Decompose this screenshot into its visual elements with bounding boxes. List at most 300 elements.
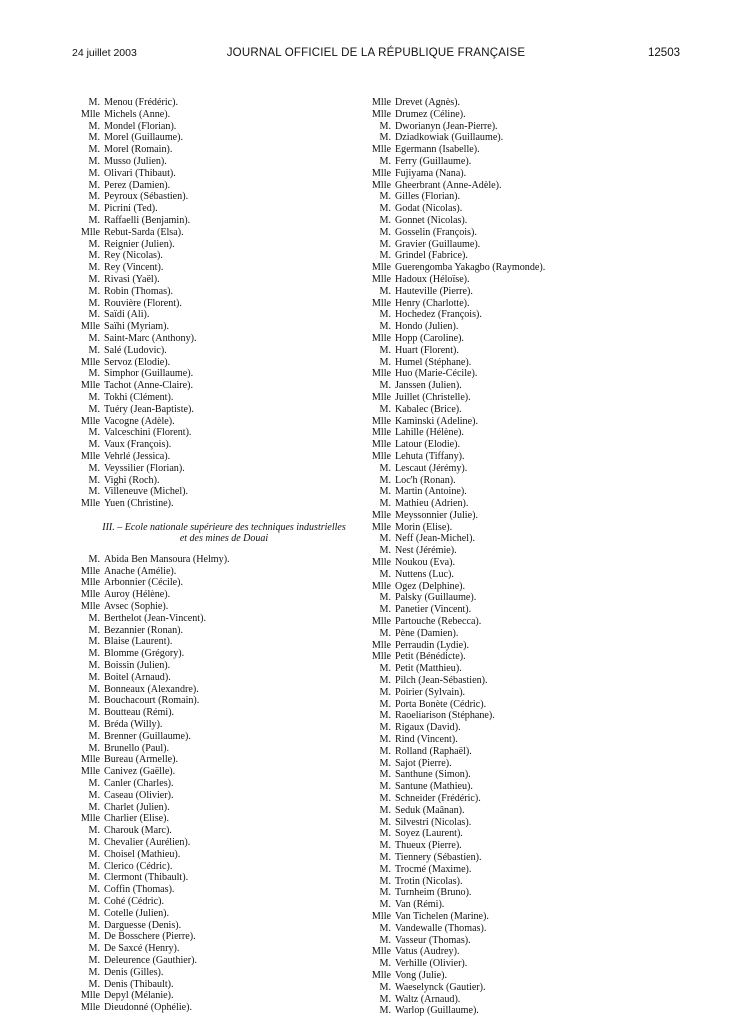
person-name: Waeselynck (Gautier). (395, 981, 486, 993)
civility-title: Mlle (371, 144, 391, 156)
list-item (369, 616, 661, 628)
civility-title: Mlle (371, 616, 391, 628)
list-item (78, 896, 370, 908)
section-title-line2: et des mines de Douai (179, 533, 269, 545)
person-name: Morin (Elise). (395, 521, 453, 533)
civility-title: M. (379, 250, 391, 262)
person-name: Drevet (Agnès). (395, 97, 461, 108)
list-item (78, 1002, 370, 1014)
civility-title: M. (88, 285, 100, 297)
list-item (78, 109, 370, 121)
person-name: Egermann (Isabelle). (395, 144, 480, 156)
civility-title: M. (88, 214, 100, 226)
civility-title: M. (379, 710, 391, 722)
civility-title: Mlle (80, 601, 100, 613)
person-name: Brenner (Guillaume). (104, 730, 191, 742)
person-name: Denis (Gilles). (104, 966, 164, 978)
list-item (78, 884, 370, 896)
list-item (78, 475, 370, 487)
list-item (369, 298, 661, 310)
civility-title: Mlle (80, 754, 100, 766)
list-item (369, 1005, 661, 1017)
civility-title: M. (88, 943, 100, 955)
civility-title: M. (379, 604, 391, 616)
person-name: Lahille (Hélène). (395, 427, 464, 439)
civility-title: M. (88, 907, 100, 919)
person-name: Valceschini (Florent). (104, 427, 192, 439)
list-item (78, 743, 370, 755)
list-item (78, 368, 370, 380)
list-item (369, 156, 661, 168)
person-name: Neff (Jean-Michel). (395, 533, 475, 545)
person-name: Vaux (François). (104, 439, 172, 451)
person-name: Avsec (Sophie). (104, 601, 169, 613)
person-name: Lehuta (Tiffany). (395, 450, 465, 462)
civility-title: Mlle (80, 226, 100, 238)
list-item (369, 663, 661, 675)
civility-title: Mlle (371, 651, 391, 663)
person-name: Latour (Elodie). (395, 439, 461, 451)
person-name: Fujiyama (Nana). (395, 167, 467, 179)
civility-title: M. (379, 828, 391, 840)
list-item (78, 695, 370, 707)
civility-title: M. (88, 695, 100, 707)
civility-title: Mlle (80, 108, 100, 120)
civility-title: M. (379, 498, 391, 510)
civility-title: M. (379, 545, 391, 557)
civility-title: M. (379, 533, 391, 545)
list-item (369, 581, 661, 593)
list-item (369, 380, 661, 392)
person-name: Hochedez (François). (395, 309, 482, 321)
list-item (369, 250, 661, 262)
person-name: Panetier (Vincent). (395, 604, 472, 616)
civility-title: M. (88, 671, 100, 683)
person-name: Perez (Damien). (104, 179, 171, 191)
civility-title: M. (379, 627, 391, 639)
list-item (369, 604, 661, 616)
person-name: Charlet (Julien). (104, 801, 170, 813)
list-item (369, 569, 661, 581)
civility-title: Mlle (80, 380, 100, 392)
person-name: Porta Bonète (Cédric). (395, 698, 487, 710)
list-item (78, 613, 370, 625)
person-name: Humel (Stéphane). (395, 356, 472, 368)
civility-title: M. (88, 203, 100, 215)
list-item (369, 982, 661, 994)
section-heading-line1 (78, 522, 370, 534)
person-name: Olivari (Thibaut). (104, 167, 176, 179)
list-item (369, 203, 661, 215)
list-item (78, 577, 370, 589)
civility-title: M. (379, 757, 391, 769)
list-item (369, 427, 661, 439)
civility-title: Mlle (371, 969, 391, 981)
civility-title: M. (88, 660, 100, 672)
list-item (369, 640, 661, 652)
person-name: Salé (Ludovic). (104, 344, 167, 356)
person-name: Saïdi (Ali). (104, 309, 150, 321)
civility-title: M. (88, 954, 100, 966)
civility-title: M. (379, 734, 391, 746)
person-name: Vasseur (Thomas). (395, 934, 471, 946)
list-item (369, 994, 661, 1006)
list-item (369, 935, 661, 947)
civility-title: M. (88, 462, 100, 474)
list-item (369, 710, 661, 722)
list-item (78, 321, 370, 333)
person-name: Clerico (Cédric). (104, 860, 173, 872)
person-name: Mondel (Florian). (104, 120, 177, 132)
person-name: Petit (Bénédicte). (395, 651, 466, 663)
list-item (369, 887, 661, 899)
civility-title: M. (379, 474, 391, 486)
civility-title: Mlle (80, 589, 100, 601)
list-item (78, 215, 370, 227)
list-item (369, 144, 661, 156)
civility-title: M. (88, 860, 100, 872)
civility-title: M. (88, 742, 100, 754)
person-name: Denis (Thibault). (104, 978, 174, 990)
page-header (72, 47, 680, 63)
civility-title: Mlle (371, 391, 391, 403)
civility-title: M. (88, 132, 100, 144)
civility-title: M. (88, 97, 100, 108)
list-item (369, 215, 661, 227)
civility-title: M. (88, 707, 100, 719)
civility-title: Mlle (371, 450, 391, 462)
person-name: Charouk (Marc). (104, 825, 172, 837)
civility-title: M. (88, 344, 100, 356)
person-name: Brunello (Paul). (104, 742, 170, 754)
list-item (78, 967, 370, 979)
list-item (78, 625, 370, 637)
civility-title: M. (88, 238, 100, 250)
person-name: Villeneuve (Michel). (104, 486, 189, 498)
civility-title: M. (88, 167, 100, 179)
civility-title: M. (379, 309, 391, 321)
list-item (369, 746, 661, 758)
person-name: Noukou (Eva). (395, 557, 455, 569)
civility-title: M. (88, 155, 100, 167)
list-item (369, 533, 661, 545)
person-name: Seduk (Maânan). (395, 804, 465, 816)
list-item (78, 203, 370, 215)
list-item (78, 486, 370, 498)
list-item (369, 840, 661, 852)
civility-title: M. (379, 120, 391, 132)
civility-title: Mlle (80, 415, 100, 427)
civility-title: M. (88, 486, 100, 498)
civility-title: M. (88, 837, 100, 849)
section-title-line1: Ecole nationale supérieure des techniques industrielles (124, 521, 346, 533)
person-name: Arbonnier (Cécile). (104, 577, 184, 589)
list-item (78, 333, 370, 345)
civility-title: Mlle (80, 577, 100, 589)
civility-title: Mlle (371, 509, 391, 521)
civility-title: M. (88, 273, 100, 285)
list-item (369, 262, 661, 274)
list-item (369, 876, 661, 888)
person-name: Gravier (Guillaume). (395, 238, 481, 250)
person-name: Tuéry (Jean-Baptiste). (104, 403, 194, 415)
civility-title: Mlle (371, 97, 391, 108)
civility-title: M. (379, 592, 391, 604)
list-item (78, 392, 370, 404)
civility-title: Mlle (80, 813, 100, 825)
person-name: Raffaelli (Benjamin). (104, 214, 191, 226)
list-item (78, 754, 370, 766)
person-name: Hopp (Caroline). (395, 332, 464, 344)
right-column (369, 97, 661, 1017)
list-item (78, 345, 370, 357)
civility-title: Mlle (371, 439, 391, 451)
person-name: Gheerbrant (Anne-Adèle). (395, 179, 502, 191)
list-item (78, 380, 370, 392)
person-name: Van (Rémi). (395, 899, 445, 911)
list-item (369, 545, 661, 557)
list-item (78, 309, 370, 321)
civility-title: M. (379, 238, 391, 250)
list-item (78, 451, 370, 463)
civility-title: M. (88, 919, 100, 931)
person-name: Hondo (Julien). (395, 321, 459, 333)
person-name: Auroy (Hélène). (104, 589, 171, 601)
person-name: Canler (Charles). (104, 778, 174, 790)
list-item (369, 109, 661, 121)
person-name: Bezannier (Ronan). (104, 624, 184, 636)
person-name: Henry (Charlotte). (395, 297, 470, 309)
person-name: Caseau (Olivier). (104, 789, 174, 801)
list-item (78, 298, 370, 310)
list-item (369, 557, 661, 569)
civility-title: Mlle (371, 580, 391, 592)
list-item (78, 825, 370, 837)
list-item (369, 970, 661, 982)
list-item (369, 439, 661, 451)
person-name: Michels (Anne). (104, 108, 171, 120)
person-name: Servoz (Elodie). (104, 356, 171, 368)
person-name: De Saxcé (Henry). (104, 943, 180, 955)
person-name: Depyl (Mélanie). (104, 990, 174, 1002)
civility-title: M. (88, 825, 100, 837)
list-item (78, 191, 370, 203)
civility-title: Mlle (371, 415, 391, 427)
list-item (369, 227, 661, 239)
person-name: Canivez (Gaëlle). (104, 766, 176, 778)
list-item (78, 566, 370, 578)
civility-title: M. (379, 403, 391, 415)
person-name: Hauteville (Pierre). (395, 285, 473, 297)
person-name: Choisel (Mathieu). (104, 848, 181, 860)
person-name: Abida Ben Mansoura (Helmy). (104, 553, 230, 565)
list-item (369, 828, 661, 840)
list-item (369, 321, 661, 333)
list-item (78, 274, 370, 286)
person-name: Poirier (Sylvain). (395, 686, 466, 698)
civility-title: M. (88, 403, 100, 415)
person-name: Trocmé (Maxime). (395, 863, 472, 875)
civility-title: Mlle (371, 167, 391, 179)
list-item (369, 911, 661, 923)
civility-title: Mlle (371, 179, 391, 191)
person-name: Chevalier (Aurélien). (104, 837, 191, 849)
list-item (78, 837, 370, 849)
civility-title: M. (379, 226, 391, 238)
person-name: Waltz (Arnaud). (395, 993, 461, 1005)
list-item (78, 943, 370, 955)
civility-title: M. (88, 179, 100, 191)
civility-title: M. (379, 745, 391, 757)
list-item (78, 920, 370, 932)
civility-title: M. (379, 203, 391, 215)
civility-title: M. (379, 380, 391, 392)
person-name: Morel (Romain). (104, 144, 173, 156)
list-item (369, 274, 661, 286)
civility-title: M. (88, 297, 100, 309)
person-name: Meyssonnier (Julie). (395, 509, 478, 521)
person-name: Tokhi (Clément). (104, 391, 174, 403)
list-item (78, 97, 370, 109)
civility-title: M. (379, 155, 391, 167)
list-item (369, 864, 661, 876)
list-item (78, 416, 370, 428)
list-item (78, 908, 370, 920)
list-item (78, 498, 370, 510)
section-heading (78, 520, 370, 554)
list-item (369, 191, 661, 203)
list-item (369, 404, 661, 416)
left-list-top (78, 97, 370, 510)
civility-title: M. (88, 719, 100, 731)
civility-title: Mlle (371, 108, 391, 120)
person-name: Juillet (Christelle). (395, 391, 471, 403)
list-item (369, 498, 661, 510)
person-name: Warlop (Guillaume). (395, 1005, 479, 1017)
list-item (369, 333, 661, 345)
list-item (369, 416, 661, 428)
person-name: Huo (Marie-Cécile). (395, 368, 478, 380)
list-item (369, 769, 661, 781)
list-item (78, 790, 370, 802)
person-name: Santhune (Simon). (395, 769, 471, 781)
list-item (78, 802, 370, 814)
list-item (78, 180, 370, 192)
list-item (369, 628, 661, 640)
civility-title: M. (88, 624, 100, 636)
list-item (369, 368, 661, 380)
person-name: Gonnet (Nicolas). (395, 214, 468, 226)
civility-title: M. (88, 896, 100, 907)
person-name: Van Tichelen (Marine). (395, 910, 489, 922)
civility-title: M. (379, 214, 391, 226)
person-name: Rey (Vincent). (104, 262, 164, 274)
person-name: Hadoux (Héloïse). (395, 273, 470, 285)
list-item (369, 486, 661, 498)
civility-title: M. (379, 356, 391, 368)
list-item (78, 707, 370, 719)
civility-title: Mlle (371, 332, 391, 344)
civility-title: Mlle (80, 766, 100, 778)
person-name: Bureau (Armelle). (104, 754, 178, 766)
civility-title: Mlle (371, 273, 391, 285)
person-name: Saint-Marc (Anthony). (104, 332, 197, 344)
list-item (369, 805, 661, 817)
list-item (369, 699, 661, 711)
person-name: Vehrlé (Jessica). (104, 450, 171, 462)
civility-title: M. (379, 675, 391, 687)
person-name: Grindel (Fabrice). (395, 250, 468, 262)
civility-title: M. (379, 958, 391, 970)
person-name: Petit (Matthieu). (395, 663, 462, 675)
list-item (78, 262, 370, 274)
civility-title: Mlle (80, 990, 100, 1002)
civility-title: M. (379, 663, 391, 675)
list-item (369, 286, 661, 298)
list-item (78, 156, 370, 168)
person-name: Boitel (Arnaud). (104, 671, 171, 683)
civility-title: M. (88, 778, 100, 790)
civility-title: M. (88, 368, 100, 380)
person-name: Rind (Vincent). (395, 734, 458, 746)
civility-title: Mlle (371, 427, 391, 439)
person-name: Veyssilier (Florian). (104, 462, 185, 474)
list-item (78, 766, 370, 778)
list-item (78, 979, 370, 991)
list-item (369, 946, 661, 958)
person-name: Turnheim (Bruno). (395, 887, 472, 899)
journal-title: JOURNAL OFFICIEL DE LA RÉPUBLIQUE FRANÇAISE (226, 47, 526, 59)
civility-title: Mlle (371, 639, 391, 651)
person-name: Gilles (Florian). (395, 191, 461, 203)
person-name: Rolland (Raphaël). (395, 745, 472, 757)
civility-title: M. (379, 191, 391, 203)
list-item (369, 958, 661, 970)
list-item (369, 463, 661, 475)
person-name: Janssen (Julien). (395, 380, 462, 392)
person-name: Soyez (Laurent). (395, 828, 463, 840)
person-name: Bréda (Willy). (104, 719, 163, 731)
list-item (78, 554, 370, 566)
person-name: Bonneaux (Alexandre). (104, 683, 199, 695)
civility-title: Mlle (80, 356, 100, 368)
civility-title: M. (379, 1005, 391, 1017)
person-name: Blomme (Grégory). (104, 648, 185, 660)
person-name: Dieudonné (Ophélie). (104, 1002, 193, 1014)
civility-title: M. (88, 144, 100, 156)
person-name: Palsky (Guillaume). (395, 592, 477, 604)
header-date: 24 juillet 2003 (72, 47, 137, 59)
person-name: Sajot (Pierre). (395, 757, 452, 769)
person-name: Mathieu (Adrien). (395, 498, 469, 510)
person-name: Yuen (Christine). (104, 498, 174, 510)
person-name: Guerengomba Yakagbo (Raymonde). (395, 262, 546, 274)
list-item (369, 817, 661, 829)
civility-title: M. (379, 887, 391, 899)
list-item (78, 931, 370, 943)
list-item (369, 451, 661, 463)
person-name: Kaminski (Adeline). (395, 415, 478, 427)
civility-title: M. (379, 568, 391, 580)
list-item (78, 121, 370, 133)
person-name: Rigaux (David). (395, 722, 461, 734)
civility-title: M. (88, 191, 100, 203)
list-item (369, 97, 661, 109)
civility-title: M. (88, 439, 100, 451)
list-item (78, 813, 370, 825)
list-item (369, 309, 661, 321)
civility-title: Mlle (80, 1002, 100, 1014)
